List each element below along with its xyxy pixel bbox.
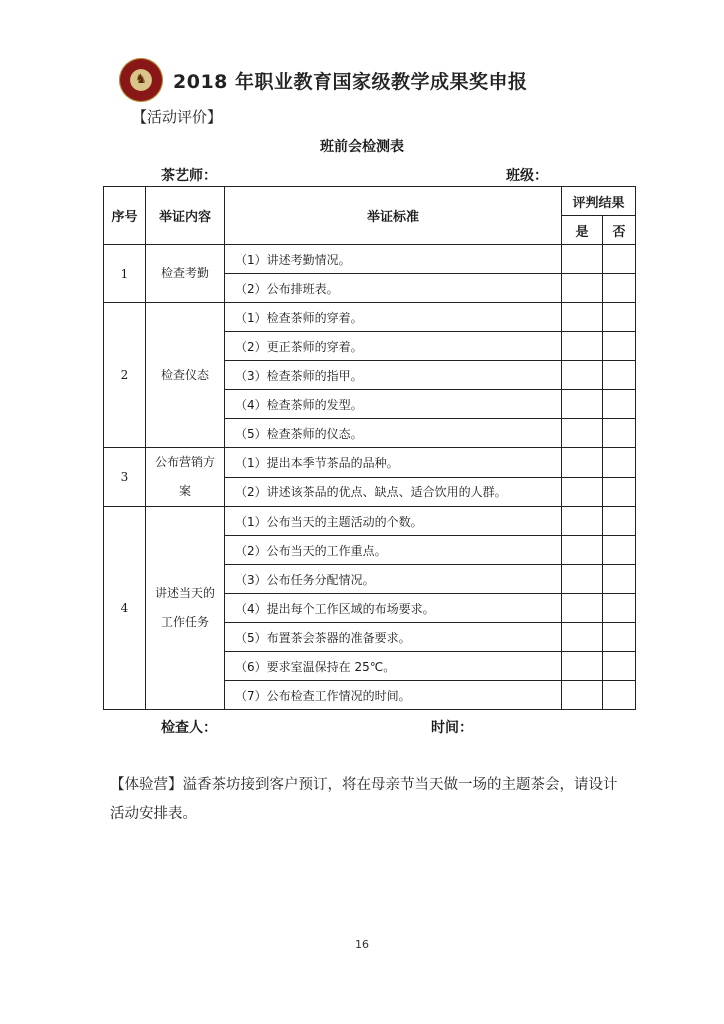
criterion: （7）公布检查工作情况的时间。: [225, 681, 562, 710]
criterion: （1）讲述考勤情况。: [225, 245, 562, 274]
no-cell[interactable]: [603, 303, 636, 332]
criterion: （4）检查茶师的发型。: [225, 390, 562, 419]
page-number: 16: [355, 938, 369, 951]
yes-cell[interactable]: [562, 623, 603, 652]
table-row: [104, 303, 636, 332]
horse-icon: ♞: [135, 72, 147, 87]
criterion: （4）提出每个工作区域的布场要求。: [225, 594, 562, 623]
row-content: 检查考勤: [146, 245, 225, 303]
yes-cell[interactable]: [562, 477, 603, 507]
criterion: （3）检查茶师的指甲。: [225, 361, 562, 390]
no-cell[interactable]: [603, 623, 636, 652]
form-title: 班前会检测表: [320, 139, 404, 155]
header-title: 2018 年职业教育国家级教学成果奖申报: [173, 71, 528, 93]
criterion: （1）检查茶师的穿着。: [225, 303, 562, 332]
table-row: [104, 507, 636, 536]
criterion: （2）更正茶师的穿着。: [225, 332, 562, 361]
row-content-line: 讲述当天的: [154, 586, 215, 600]
criterion: （1）公布当天的主题活动的个数。: [225, 507, 562, 536]
criterion: （2）公布当天的工作重点。: [225, 536, 562, 565]
row-content-line: 公布营销方: [154, 455, 215, 469]
yes-cell[interactable]: [562, 507, 603, 536]
evaluation-table: [103, 186, 636, 710]
yes-cell[interactable]: [562, 536, 603, 565]
no-cell[interactable]: [603, 245, 636, 274]
teacher-label: 茶艺师：: [161, 168, 217, 184]
row-content: [146, 507, 225, 710]
no-cell[interactable]: [603, 536, 636, 565]
criterion: （3）公布任务分配情况。: [225, 565, 562, 594]
header-content: 举证内容: [146, 187, 225, 245]
header-standard: 举证标准: [225, 187, 562, 245]
header-no-col: 否: [603, 216, 636, 245]
no-cell[interactable]: [603, 652, 636, 681]
criterion: （6）要求室温保持在 25℃。: [225, 652, 562, 681]
no-cell[interactable]: [603, 332, 636, 361]
yes-cell[interactable]: [562, 245, 603, 274]
header-result: 评判结果: [562, 187, 636, 216]
criterion: （1）提出本季节茶品的品种。: [225, 448, 562, 478]
yes-cell[interactable]: [562, 652, 603, 681]
no-cell[interactable]: [603, 448, 636, 478]
row-number: 3: [104, 448, 146, 507]
no-cell[interactable]: [603, 477, 636, 507]
yes-cell[interactable]: [562, 448, 603, 478]
criterion: （5）检查茶师的仪态。: [225, 419, 562, 448]
inspector-label: 检查人：: [161, 720, 217, 736]
no-cell[interactable]: [603, 565, 636, 594]
no-cell[interactable]: [603, 274, 636, 303]
yes-cell[interactable]: [562, 361, 603, 390]
no-cell[interactable]: [603, 681, 636, 710]
header-no: 序号: [104, 187, 146, 245]
row-number: 2: [104, 303, 146, 448]
no-cell[interactable]: [603, 390, 636, 419]
criterion: （5）布置茶会茶器的准备要求。: [225, 623, 562, 652]
yes-cell[interactable]: [562, 332, 603, 361]
criterion: （2）讲述该茶品的优点、缺点、适合饮用的人群。: [225, 477, 562, 507]
row-number: 1: [104, 245, 146, 303]
school-emblem-icon: [119, 58, 163, 102]
header-yes: 是: [562, 216, 603, 245]
row-content: [146, 448, 225, 507]
section-tag: 【活动评价】: [132, 108, 223, 126]
yes-cell[interactable]: [562, 565, 603, 594]
row-content: 检查仪态: [146, 303, 225, 448]
no-cell[interactable]: [603, 594, 636, 623]
yes-cell[interactable]: [562, 303, 603, 332]
yes-cell[interactable]: [562, 681, 603, 710]
criterion: （2）公布排班表。: [225, 274, 562, 303]
row-content-line: 案: [178, 484, 191, 498]
time-label: 时间：: [431, 720, 473, 736]
experience-task-text: 【体验营】溢香茶坊接到客户预订，将在母亲节当天做一场的主题茶会，请设计活动安排表。: [110, 777, 618, 822]
no-cell[interactable]: [603, 507, 636, 536]
yes-cell[interactable]: [562, 274, 603, 303]
no-cell[interactable]: [603, 419, 636, 448]
table-row: [104, 448, 636, 478]
class-label: 班级：: [506, 168, 548, 184]
row-number: 4: [104, 507, 146, 710]
row-content-line: 工作任务: [160, 615, 209, 629]
yes-cell[interactable]: [562, 390, 603, 419]
no-cell[interactable]: [603, 361, 636, 390]
yes-cell[interactable]: [562, 419, 603, 448]
table-row: [104, 245, 636, 274]
yes-cell[interactable]: [562, 594, 603, 623]
